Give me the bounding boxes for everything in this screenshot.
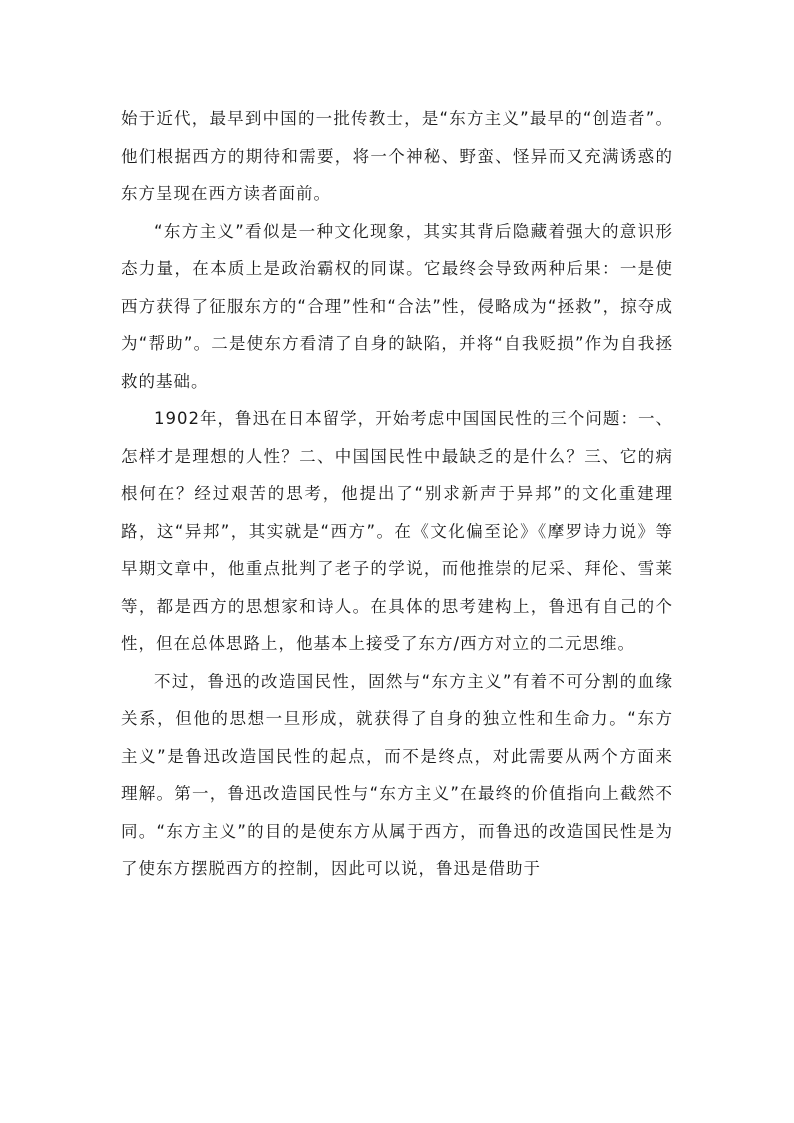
paragraph-4: 不过，鲁迅的改造国民性，固然与“东方主义”有着不可分割的血缘关系，但他的思想一旦形成，就获得了自身的独立性和生命力。“东方主义”是鲁迅改造国民性的起点，而不是终点，对此需要从两个方面来理解。第一，鲁迅改造国民性与“东方主义”在最终的价值指向上截然不同。“东方主义”的目的是使东方从属于西方，而鲁迅的改造国民性是为了使东方摆脱西方的控制，因此可以说，鲁迅是借助于 <box>121 671 673 878</box>
paragraph-2: “东方主义”看似是一种文化现象，其实其背后隐藏着强大的意识形态力量，在本质上是政治霸权的同谋。它最终会导致两种后果：一是使西方获得了征服东方的“合理”性和“合法”性，侵略成为“拯救”，掠夺成为“帮助”。二是使东方看清了自身的缺陷，并将“自我贬损”作为自我拯救的基础。 <box>121 221 673 391</box>
document-body <box>121 100 673 888</box>
paragraph-1: 始于近代，最早到中国的一批传教士，是“东方主义”最早的“创造者”。他们根据西方的期待和需要，将一个神秘、野蛮、怪异而又充满诱惑的东方呈现在西方读者面前。 <box>121 109 673 203</box>
paragraph-3: 1902年，鲁迅在日本留学，开始考虑中国国民性的三个问题：一、怎样才是理想的人性？二、中国国民性中最缺乏的是什么？三、它的病根何在？经过艰苦的思考，他提出了“别求新声于异邦”的文化重建理路，这“异邦”，其实就是“西方”。在《文化偏至论》《摩罗诗力说》等早期文章中，他重点批判了老子的学说，而他推崇的尼采、拜伦、雪莱等，都是西方的思想家和诗人。在具体的思考建构上，鲁迅有自己的个性，但在总体思路上，他基本上接受了东方/西方对立的二元思维。 <box>121 409 673 653</box>
